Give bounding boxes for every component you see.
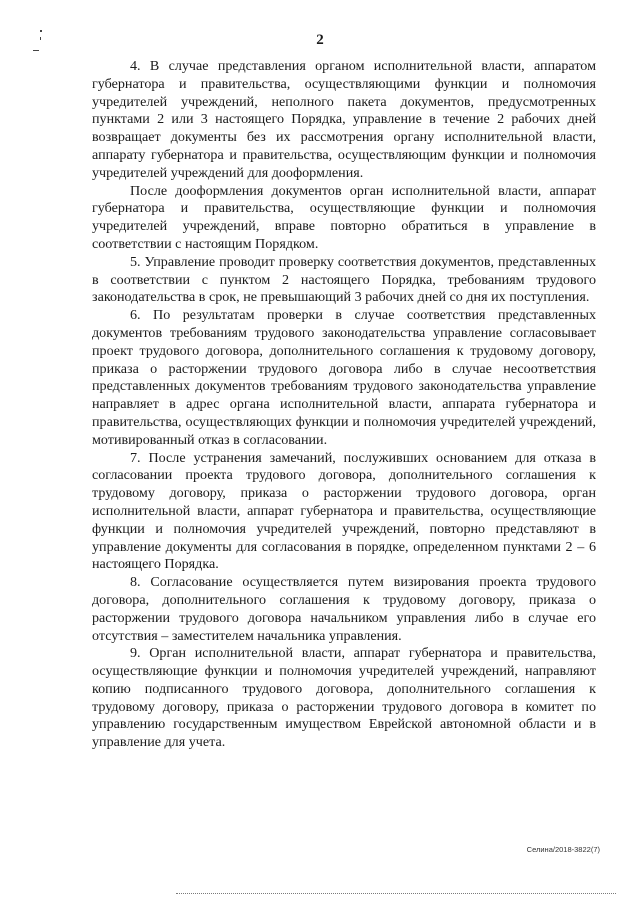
footer-document-code: Селина/2018-3822(7) xyxy=(526,845,600,854)
scan-mark-middle xyxy=(40,37,41,40)
scan-mark-top xyxy=(40,30,42,32)
paragraph-5: 5. Управление проводит проверку соответствия документов, представленных в соответствии с пунктом 2 настоящего Порядка, требованиям трудового законодательства в срок, не превышающий 3 рабочих дней со дня их поступления. xyxy=(92,253,596,306)
document-body xyxy=(92,58,596,752)
paragraph-4-continued: После дооформления документов орган исполнительной власти, аппарат губернатора и правительства, осуществляющие функции и полномочия учредителей учреждений, вправе повторно обратиться в управление в соответствии с настоящим Порядком. xyxy=(92,182,596,252)
paragraph-6: 6. По результатам проверки в случае соответствия представленных документов требованиям трудового законодательства управление согласовывает проект трудового договора, дополнительного соглашения к трудовому договору, приказа о расторжении трудового договора либо в случае несоответствия представленных документов требованиям трудового законодательства управление направляет в адрес органа исполнительной власти, аппарата губернатора и правительства, осуществляющих функции и полномочия учредителей учреждений, мотивированный отказ в согласовании. xyxy=(92,307,596,448)
scan-mark-lower xyxy=(33,50,39,51)
paragraph-8: 8. Согласование осуществляется путем визирования проекта трудового договора, дополнительного соглашения к трудовому договору, приказа о расторжении трудового договора начальником управления либо в случае его отсутствия – заместителем начальника управления. xyxy=(92,574,596,644)
paragraph-4: 4. В случае представления органом исполнительной власти, аппаратом губернатора и правительства, осуществляющими функции и полномочия учредителей учреждений, неполного пакета документов, предусмотренных пунктами 2 или 3 настоящего Порядка, управление в течение 2 рабочих дней возвращает документы без их рассмотрения органу исполнительной власти, аппарату губернатора и правительства, осуществляющим функции и полномочия учредителей учреждений для дооформления. xyxy=(92,58,596,181)
page-number: 2 xyxy=(316,32,324,48)
paragraph-9: 9. Орган исполнительной власти, аппарат губернатора и правительства, осуществляющие функции и полномочия учредителей учреждений, направляют копию подписанного трудового договора, дополнительного соглашения к трудовому договору, приказа о расторжении трудового договора в комитет по управлению государственным имуществом Еврейской автономной области и в управление для учета. xyxy=(92,645,596,751)
scan-dotted-edge xyxy=(176,893,616,894)
paragraph-7: 7. После устранения замечаний, послуживших основанием для отказа в согласовании проекта трудового договора, дополнительного соглашения к трудовому договору, приказа о расторжении трудового договора, орган исполнительной власти, аппарат губернатора и правительства, осуществляющие функции и полномочия учредителей учреждений, повторно представляют в управление документы для согласования в порядке, определенном пунктами 2 – 6 настоящего Порядка. xyxy=(92,449,596,573)
